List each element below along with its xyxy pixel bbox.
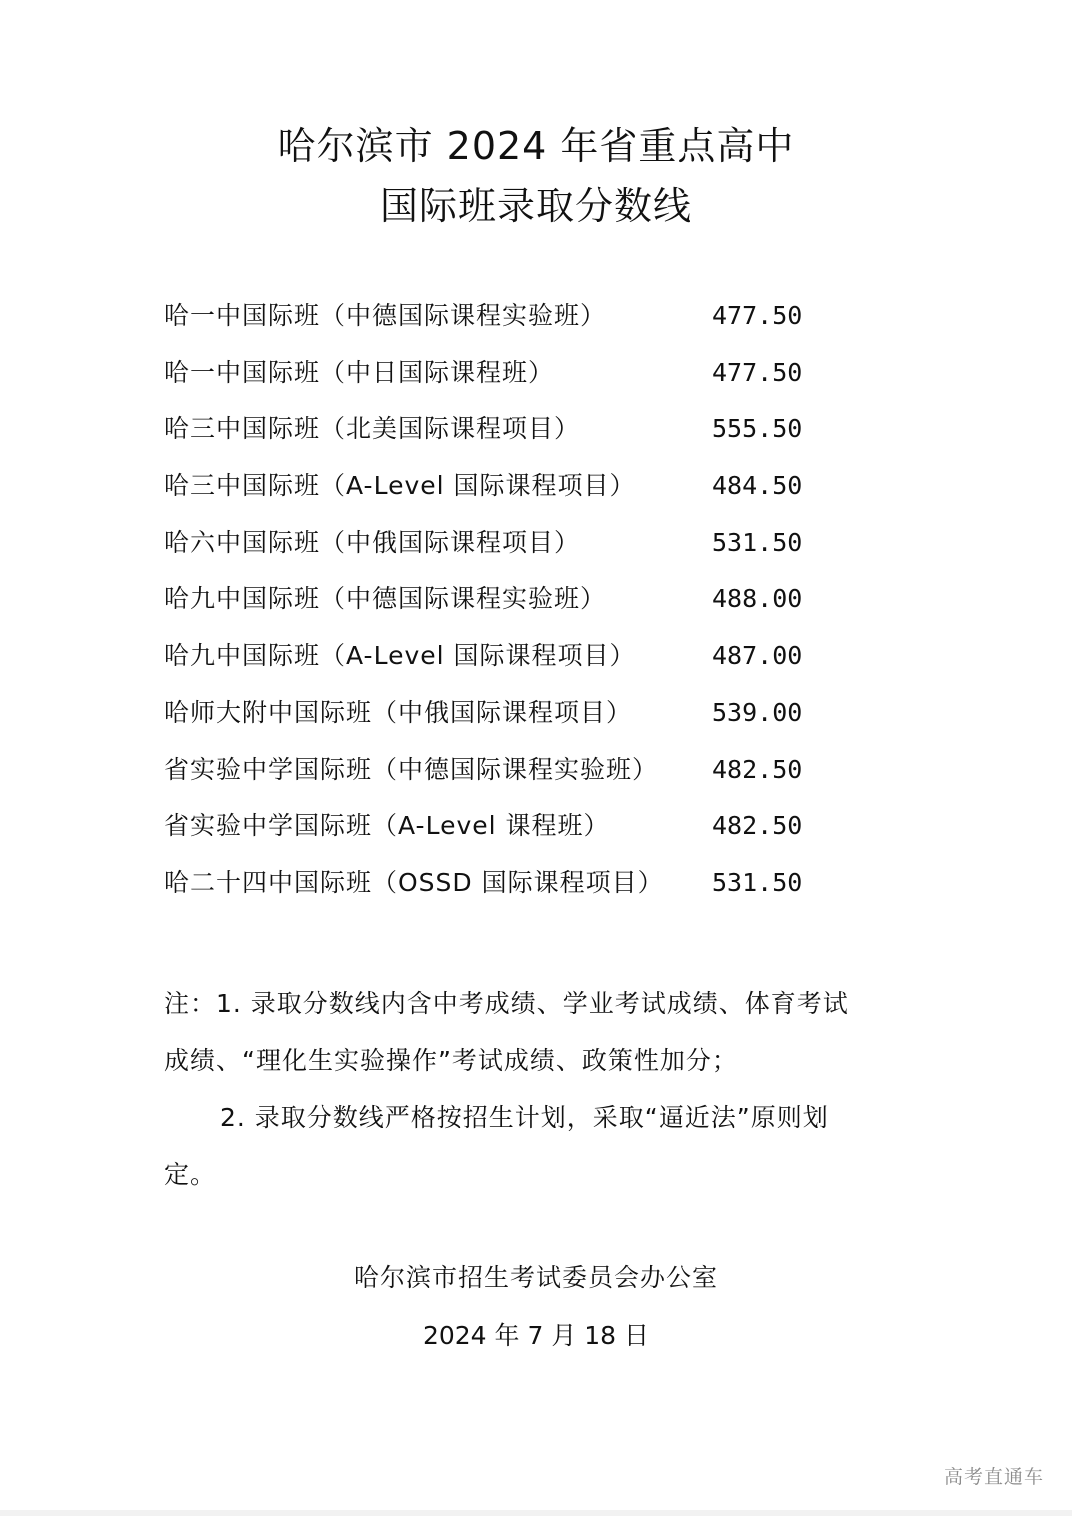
- cutoff-score: 539.00: [712, 697, 803, 727]
- cutoff-score: 477.50: [712, 357, 803, 387]
- class-name: 哈三中国际班（北美国际课程项目）: [164, 414, 581, 444]
- note-line-1: 注：1. 录取分数线内含中考成绩、学业考试成绩、体育考试: [164, 989, 849, 1018]
- class-name: 哈三中国际班（A-Level 国际课程项目）: [164, 471, 636, 501]
- score-row: [164, 861, 844, 918]
- class-name: 哈一中国际班（中日国际课程班）: [164, 357, 555, 387]
- score-row: [164, 351, 844, 408]
- issuer-name: 哈尔滨市招生考试委员会办公室: [353, 1263, 718, 1292]
- cutoff-score: 482.50: [712, 754, 803, 784]
- cutoff-score: 531.50: [712, 527, 803, 557]
- class-name: 哈六中国际班（中俄国际课程项目）: [164, 527, 581, 557]
- cutoff-score: 477.50: [712, 301, 803, 330]
- note-line-4: 定。: [164, 1160, 217, 1189]
- note-line-2: 成绩、“理化生实验操作”考试成绩、政策性加分；: [164, 1046, 738, 1075]
- score-list: [164, 294, 844, 918]
- watermark: 高考直通车: [943, 1466, 1044, 1488]
- class-name: 哈一中国际班（中德国际课程实验班）: [164, 301, 607, 330]
- score-row: [164, 294, 844, 351]
- class-name: 哈九中国际班（A-Level 国际课程项目）: [164, 641, 636, 671]
- score-row: [164, 521, 844, 578]
- score-row: [164, 748, 844, 805]
- class-name: 哈九中国际班（中德国际课程实验班）: [164, 584, 607, 614]
- class-name: 省实验中学国际班（中德国际课程实验班）: [164, 754, 659, 784]
- score-row: [164, 577, 844, 634]
- notes-section: [164, 975, 924, 1203]
- cutoff-score: 488.00: [712, 584, 803, 614]
- score-row: [164, 691, 844, 748]
- note-line-3: 2. 录取分数线严格按招生计划，采取“逼近法”原则划: [220, 1103, 829, 1132]
- score-row: [164, 634, 844, 691]
- cutoff-score: 487.00: [712, 641, 803, 671]
- score-row: [164, 407, 844, 464]
- issue-date: 2024 年 7 月 18 日: [422, 1321, 650, 1350]
- cutoff-score: 482.50: [712, 811, 803, 841]
- score-row: [164, 804, 844, 861]
- class-name: 哈二十四中国际班（OSSD 国际课程项目）: [164, 867, 664, 897]
- document-title-line-2: 国际班录取分数线: [379, 184, 692, 228]
- bottom-divider: [0, 1510, 1072, 1516]
- score-row: [164, 464, 844, 521]
- document-title-line-1: 哈尔滨市 2024 年省重点高中: [277, 124, 795, 168]
- class-name: 省实验中学国际班（A-Level 课程班）: [164, 811, 610, 841]
- cutoff-score: 531.50: [712, 867, 803, 897]
- class-name: 哈师大附中国际班（中俄国际课程项目）: [164, 697, 633, 727]
- cutoff-score: 555.50: [712, 414, 803, 444]
- cutoff-score: 484.50: [712, 471, 803, 501]
